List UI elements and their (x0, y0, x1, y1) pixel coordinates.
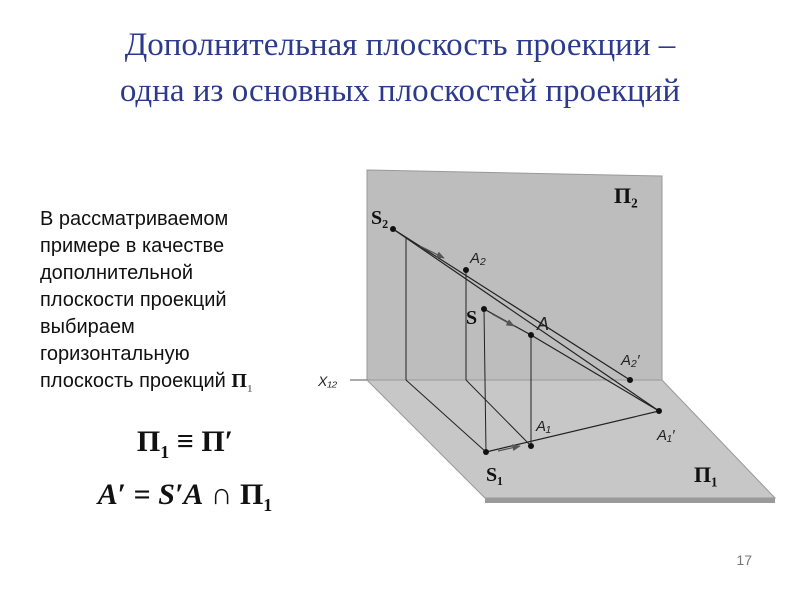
formula2-equals: = (133, 478, 151, 511)
title-line-1: Дополнительная плоскость проекции – (124, 27, 676, 63)
formula1-right: П (201, 425, 225, 458)
explanation-line: В рассматриваемом (40, 208, 229, 230)
label-a2p: A₂′ (621, 352, 640, 369)
point-a2p (627, 377, 633, 383)
label-s2: S₂ (371, 207, 389, 229)
point-s1 (483, 449, 489, 455)
formula1-prime: ′ (224, 425, 234, 458)
formula1-left-index: 1 (160, 442, 170, 462)
title-line-2: одна из основных плоскостей проекций (119, 73, 681, 109)
label-a1: A₁ (536, 418, 551, 435)
explanation-line: дополнительной (40, 262, 194, 284)
pi-index: 1 (246, 383, 253, 395)
point-a1 (528, 443, 534, 449)
label-a2: A₂ (470, 250, 486, 267)
pi-letter: П (231, 370, 247, 392)
formula2-lhs: A (97, 478, 118, 511)
formula2-pi-index: 1 (263, 495, 273, 515)
label-a: A (537, 314, 550, 334)
formula2-lhs-prime: ′ (117, 478, 127, 511)
label-a1p: A₁′ (657, 427, 675, 444)
label-s1: S₁ (486, 464, 504, 486)
explanation-line: плоскости проекций (40, 289, 227, 311)
explanation-line: горизонтальную (40, 343, 190, 365)
point-a1p (656, 408, 662, 414)
formula2-pi: П (239, 478, 264, 511)
point-s (481, 306, 487, 312)
formula2-rhs: S′A (158, 478, 204, 511)
point-a (528, 332, 534, 338)
explanation-line: примере в качестве (40, 235, 225, 257)
formula1-operator: ≡ (176, 425, 194, 458)
label-axis-x12: X₁₂ (318, 373, 338, 389)
explanation-line: выбираем (40, 316, 135, 338)
point-a2 (463, 267, 469, 273)
label-pi1: П₁ (694, 462, 718, 487)
point-s2 (390, 226, 396, 232)
label-pi2: П₂ (614, 183, 638, 208)
page-number: 17 (736, 552, 752, 568)
plane-pi1-edge (485, 498, 775, 503)
label-s: S (466, 307, 478, 329)
explanation-line-text: плоскость проекций (40, 370, 226, 392)
formula2-intersection-op: ∩ (210, 478, 233, 511)
formula1-left: П (136, 425, 161, 458)
